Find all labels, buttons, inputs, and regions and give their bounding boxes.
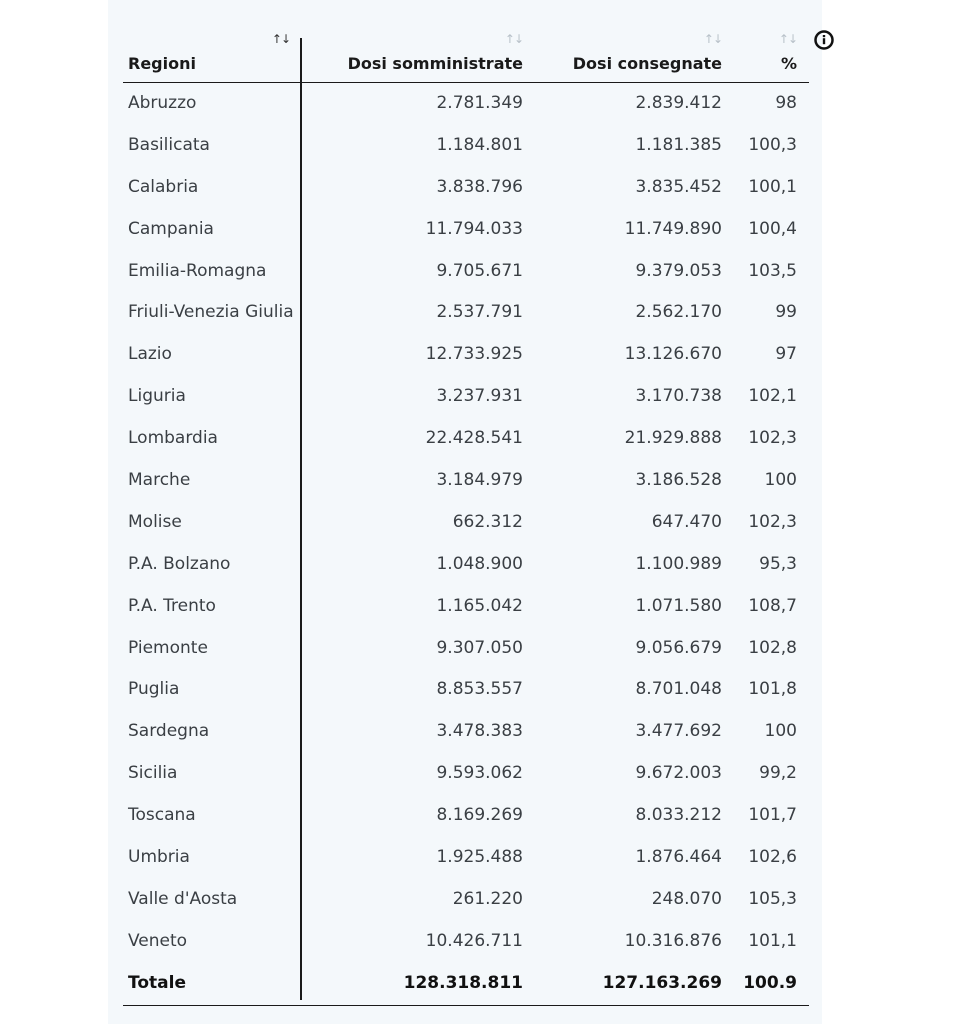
- percent-cell: 97: [775, 344, 797, 365]
- table-row: [123, 669, 809, 711]
- table-row: [123, 460, 809, 502]
- table-row: [123, 418, 809, 460]
- somministrate-cell: 8.169.269: [436, 805, 523, 826]
- consegnate-cell: 9.672.003: [635, 763, 722, 784]
- somministrate-cell: 9.307.050: [436, 637, 523, 658]
- region-cell: P.A. Trento: [128, 595, 216, 616]
- header-dosi-somministrate-label: Dosi somministrate: [347, 54, 523, 73]
- sort-arrows-icon[interactable]: ↑↓: [703, 32, 722, 46]
- total-consegnate: 127.163.269: [602, 972, 722, 993]
- total-somministrate: 128.318.811: [403, 972, 523, 993]
- consegnate-cell: 3.170.738: [635, 386, 722, 407]
- percent-cell: 98: [775, 93, 797, 113]
- consegnate-cell: 647.470: [651, 511, 722, 532]
- region-cell: Friuli-Venezia Giulia: [128, 302, 294, 323]
- region-cell: Liguria: [128, 386, 186, 407]
- consegnate-cell: 11.749.890: [624, 218, 722, 239]
- region-cell: Lazio: [128, 344, 172, 365]
- table-row: [123, 586, 809, 628]
- somministrate-cell: 3.237.931: [436, 386, 523, 407]
- region-cell: Toscana: [128, 805, 196, 826]
- percent-cell: 95,3: [759, 553, 797, 574]
- consegnate-cell: 248.070: [651, 888, 722, 909]
- consegnate-cell: 9.379.053: [635, 260, 722, 281]
- somministrate-cell: 1.165.042: [436, 595, 523, 616]
- percent-cell: 102,3: [748, 511, 797, 532]
- total-percent: 100.9: [743, 972, 797, 993]
- somministrate-cell: 2.781.349: [436, 93, 523, 113]
- table-row: [123, 167, 809, 209]
- region-cell: Marche: [128, 470, 191, 491]
- region-cell: Molise: [128, 511, 182, 532]
- region-cell: Sicilia: [128, 763, 178, 784]
- consegnate-cell: 3.477.692: [635, 721, 722, 742]
- somministrate-cell: 261.220: [452, 888, 523, 909]
- table-header: [123, 30, 809, 83]
- header-dosi-somministrate[interactable]: [303, 30, 523, 82]
- table-row: [123, 376, 809, 418]
- consegnate-cell: 13.126.670: [624, 344, 722, 365]
- consegnate-cell: 21.929.888: [624, 428, 722, 449]
- consegnate-cell: 3.835.452: [635, 176, 722, 197]
- table-row: [123, 209, 809, 251]
- somministrate-cell: 1.048.900: [436, 553, 523, 574]
- consegnate-cell: 1.876.464: [635, 847, 722, 868]
- header-percent[interactable]: [722, 30, 797, 82]
- somministrate-cell: 9.705.671: [436, 260, 523, 281]
- header-dosi-consegnate[interactable]: [523, 30, 722, 82]
- info-icon[interactable]: [814, 30, 834, 50]
- consegnate-cell: 10.316.876: [624, 930, 722, 951]
- somministrate-cell: 22.428.541: [425, 428, 523, 449]
- table-row: [123, 83, 809, 125]
- table-row: [123, 251, 809, 293]
- somministrate-cell: 12.733.925: [425, 344, 523, 365]
- table-row: [123, 292, 809, 334]
- region-cell: Umbria: [128, 847, 190, 868]
- percent-cell: 103,5: [748, 260, 797, 281]
- percent-cell: 100: [764, 470, 797, 491]
- region-cell: Basilicata: [128, 134, 210, 155]
- somministrate-cell: 9.593.062: [436, 763, 523, 784]
- region-cell: Calabria: [128, 176, 199, 197]
- percent-cell: 101,8: [748, 679, 797, 700]
- percent-cell: 99: [775, 302, 797, 323]
- table-row: [123, 879, 809, 921]
- consegnate-cell: 8.033.212: [635, 805, 722, 826]
- percent-cell: 100,1: [748, 176, 797, 197]
- region-cell: Valle d'Aosta: [128, 888, 238, 909]
- somministrate-cell: 11.794.033: [425, 218, 523, 239]
- consegnate-cell: 1.181.385: [635, 134, 722, 155]
- region-cell: Campania: [128, 218, 214, 239]
- somministrate-cell: 1.184.801: [436, 134, 523, 155]
- percent-cell: 99,2: [759, 763, 797, 784]
- percent-cell: 105,3: [748, 888, 797, 909]
- table-row: [123, 544, 809, 586]
- region-cell: Abruzzo: [128, 93, 197, 113]
- total-label: Totale: [128, 972, 186, 993]
- header-dosi-consegnate-label: Dosi consegnate: [572, 54, 722, 73]
- percent-cell: 100: [764, 721, 797, 742]
- percent-cell: 102,3: [748, 428, 797, 449]
- region-cell: Piemonte: [128, 637, 208, 658]
- percent-cell: 100,3: [748, 134, 797, 155]
- table-row: [123, 628, 809, 670]
- percent-cell: 102,8: [748, 637, 797, 658]
- table-row: [123, 921, 809, 963]
- table-row: [123, 711, 809, 753]
- region-cell: Emilia-Romagna: [128, 260, 267, 281]
- region-cell: Veneto: [128, 930, 188, 951]
- percent-cell: 102,6: [748, 847, 797, 868]
- table-body: [123, 83, 809, 963]
- consegnate-cell: 2.562.170: [635, 302, 722, 323]
- sort-arrows-icon[interactable]: ↑↓: [778, 32, 797, 46]
- region-cell: Puglia: [128, 679, 180, 700]
- table-row: [123, 334, 809, 376]
- table-row: [123, 753, 809, 795]
- table-row: [123, 502, 809, 544]
- somministrate-cell: 1.925.488: [436, 847, 523, 868]
- regional-doses-table: [123, 30, 809, 1006]
- somministrate-cell: 3.838.796: [436, 176, 523, 197]
- somministrate-cell: 3.478.383: [436, 721, 523, 742]
- header-regioni-label: Regioni: [128, 54, 196, 73]
- region-cell: Lombardia: [128, 428, 218, 449]
- table-row: [123, 837, 809, 879]
- table-row: [123, 795, 809, 837]
- header-regioni[interactable]: [123, 30, 300, 82]
- consegnate-cell: 1.071.580: [635, 595, 722, 616]
- percent-cell: 100,4: [748, 218, 797, 239]
- percent-cell: 101,7: [748, 805, 797, 826]
- table-row: [123, 125, 809, 167]
- somministrate-cell: 662.312: [452, 511, 523, 532]
- consegnate-cell: 9.056.679: [635, 637, 722, 658]
- table-total-row: [123, 963, 809, 1006]
- somministrate-cell: 3.184.979: [436, 470, 523, 491]
- percent-cell: 108,7: [748, 595, 797, 616]
- sort-arrows-icon[interactable]: ↑↓: [271, 32, 290, 46]
- consegnate-cell: 3.186.528: [635, 470, 722, 491]
- somministrate-cell: 2.537.791: [436, 302, 523, 323]
- consegnate-cell: 8.701.048: [635, 679, 722, 700]
- header-percent-label: %: [780, 54, 797, 73]
- region-cell: P.A. Bolzano: [128, 553, 231, 574]
- percent-cell: 101,1: [748, 930, 797, 951]
- somministrate-cell: 8.853.557: [436, 679, 523, 700]
- consegnate-cell: 2.839.412: [635, 93, 722, 113]
- sort-arrows-icon[interactable]: ↑↓: [504, 32, 523, 46]
- consegnate-cell: 1.100.989: [635, 553, 722, 574]
- percent-cell: 102,1: [748, 386, 797, 407]
- somministrate-cell: 10.426.711: [425, 930, 523, 951]
- region-cell: Sardegna: [128, 721, 210, 742]
